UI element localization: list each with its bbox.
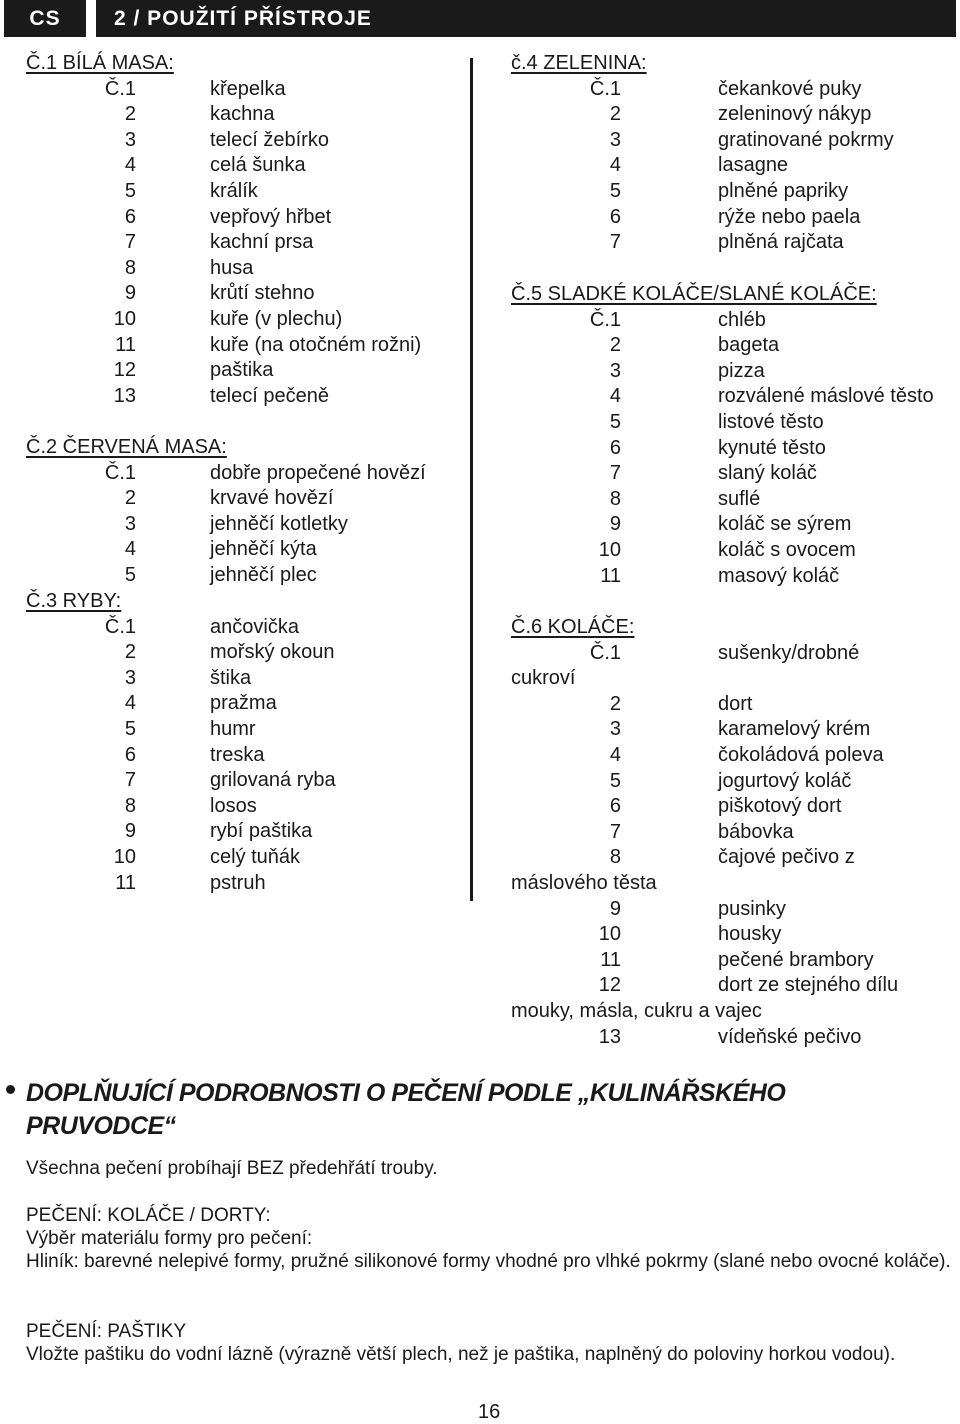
cakes-item-label: jogurtový koláč [718,769,852,792]
fish-item-number: 10 [113,846,136,868]
white-meat-item-label: křepelka [210,77,286,100]
cakes-item-label: dort [718,692,753,715]
cakes-item-number: 5 [609,769,621,792]
cakes-item-number: 3 [609,718,621,741]
pies-item-label: listové těsto [718,411,824,433]
fish-item-label: štika [210,666,252,689]
white-meat-item-label: telecí pečeně [210,384,329,407]
cakes-item-number: Č.1 [589,641,621,664]
white-meat-item-label: husa [210,256,254,279]
white-meat-item-number: 4 [124,154,136,177]
page-header [0,0,960,40]
pies-item-label: pizza [718,359,765,382]
cakes-item-number: 10 [598,923,621,946]
red-meat-item-number: 5 [124,564,136,586]
pies-item-number: 10 [598,539,621,561]
cakes-item-label: dort ze stejného dílu [718,974,899,997]
vegetables-heading: č.4 ZELENINA: [511,52,647,74]
pate-title: PEČENÍ: PAŠTIKY [26,1321,187,1342]
cakes-item-label: pusinky [718,897,786,920]
language-badge: CS [4,0,86,37]
red-meat-heading: Č.2 ČERVENÁ MASA: [26,436,227,458]
white-meat-item-number: 5 [124,180,136,202]
cakes-item-continuation: cukroví [511,667,576,690]
cakes-title: PEČENÍ: KOLÁČE / DORTY: [26,1205,271,1226]
pies-item-number: 3 [609,359,621,382]
cakes-line1: Výběr materiálu formy pro pečení: [26,1228,313,1249]
cakes-item-label: vídeňské pečivo [718,1025,862,1048]
white-meat-item-number: 13 [113,384,136,407]
fish-item-label: ančovička [210,615,299,638]
vegetables-item-label: plněná rajčata [718,231,844,254]
vegetables-item-label: rýže nebo paela [718,205,861,228]
cakes-item-label: piškotový dort [718,795,842,818]
vegetables-item-number: Č.1 [589,77,621,100]
fish-item-label: celý tuňák [210,846,301,868]
cakes-item-label: pečené brambory [718,948,874,971]
cakes-item-label: čokoládová poleva [718,744,884,766]
vegetables-item-number: 4 [609,154,621,177]
cakes-item-number: 4 [609,744,621,766]
section-title: 2 / POUŽITÍ PŘÍSTROJE [96,0,956,37]
fish-item-number: Č.1 [104,615,136,638]
cakes-item-continuation: máslového těsta [511,872,657,894]
white-meat-item-label: celá šunka [210,154,306,177]
red-meat-item-label: dobře propečené hovězí [210,461,426,484]
fish-item-number: 5 [124,718,136,740]
vegetables-item-number: 2 [609,103,621,126]
white-meat-item-label: kachní prsa [210,231,314,254]
white-meat-item-number: 7 [124,231,136,254]
white-meat-item-number: 11 [115,333,136,356]
fish-item-number: 11 [115,871,136,894]
red-meat-item-number: 4 [124,538,136,561]
vegetables-item-number: 5 [609,180,621,202]
cakes-item-label: čajové pečivo z [718,846,855,869]
pies-item-number: 11 [600,564,621,587]
fish-item-number: 9 [124,820,136,843]
vegetables-item-label: plněné papriky [718,180,849,202]
vegetables-item-label: lasagne [718,154,789,177]
white-meat-item-number: 6 [124,205,136,228]
vegetables-item-label: zeleninový nákyp [718,103,872,126]
white-meat-item-label: kuře (na otočném rožni) [210,333,422,356]
pies-item-label: koláč se sýrem [718,513,852,536]
vegetables-item-number: 7 [609,231,621,254]
white-meat-heading: Č.1 BÍLÁ MASA: [26,52,174,74]
fish-item-number: 2 [124,641,136,664]
pies-item-number: 2 [609,334,621,357]
pies-item-label: slaný koláč [718,462,817,485]
pate-text: Vložte paštiku do vodní lázně (výrazně větší plech, než je paštika, naplněný do poloviny horkou vodou). [26,1344,896,1365]
fish-item-label: pstruh [210,871,266,894]
white-meat-item-label: krůtí stehno [210,282,315,305]
pies-item-number: 6 [609,436,621,459]
details-heading: DOPLŇUJÍCÍ PODROBNOSTI O PEČENÍ PODLE „KULINÁŘSKÉHO PRUVODCE“ [26,1079,786,1140]
white-meat-item-number: 2 [124,103,136,126]
pies-item-number: Č.1 [589,308,621,331]
red-meat-item-label: jehněčí kotletky [210,512,348,535]
red-meat-item-label: jehněčí kýta [210,538,317,561]
details-intro: Všechna pečení probíhají BEZ předehřátí trouby. [26,1158,438,1179]
fish-item-label: mořský okoun [210,641,335,664]
white-meat-item-label: králík [210,180,258,202]
cakes-item-continuation: mouky, másla, cukru a vajec [511,1000,762,1022]
fish-item-number: 4 [124,692,136,715]
cakes-item-label: sušenky/drobné [718,641,860,664]
pies-item-label: masový koláč [718,564,840,587]
bullet-icon [6,1085,15,1094]
pies-item-number: 8 [609,487,621,510]
cakes-item-label: housky [718,923,782,946]
fish-item-number: 6 [124,743,136,766]
pies-item-number: 4 [609,385,621,408]
page-number: 16 [478,1401,501,1423]
cakes-item-number: 12 [598,974,621,997]
fish-item-label: rybí paštika [210,820,313,843]
fish-heading: Č.3 RYBY: [26,590,122,612]
white-meat-item-number: 9 [124,282,136,305]
white-meat-item-number: 3 [124,128,136,151]
vegetables-item-label: čekankové puky [718,77,862,100]
pies-item-label: suflé [718,487,761,510]
red-meat-item-number: 2 [124,487,136,510]
fish-item-label: grilovaná ryba [210,769,336,792]
cakes-item-number: 8 [609,846,621,869]
pies-item-number: 5 [609,411,621,433]
vegetables-item-number: 6 [609,205,621,228]
cakes-item-number: 9 [609,897,621,920]
cakes-item-number: 13 [598,1025,621,1048]
pies-heading: Č.5 SLADKÉ KOLÁČE/SLANÉ KOLÁČE: [511,283,877,305]
cakes-item-number: 6 [609,795,621,818]
red-meat-item-label: jehněčí plec [210,564,317,586]
pies-item-label: kynuté těsto [718,436,826,459]
white-meat-item-label: telecí žebírko [210,128,329,151]
white-meat-item-number: 8 [124,256,136,279]
cakes-item-label: karamelový krém [718,718,871,741]
cakes-item-number: 2 [609,692,621,715]
red-meat-item-number: 3 [124,512,136,535]
fish-item-label: pražma [210,692,277,715]
white-meat-item-label: vepřový hřbet [210,205,332,228]
fish-item-label: humr [210,718,256,740]
fish-item-label: treska [210,743,265,766]
fish-item-label: losos [210,794,257,817]
pies-item-label: koláč s ovocem [718,539,856,561]
pies-item-number: 9 [609,513,621,536]
pies-item-label: bageta [718,334,780,357]
white-meat-item-number: Č.1 [104,77,136,100]
cakes-line2: Hliník: barevné nelepivé formy, pružné silikonové formy vhodné pro vlhké pokrmy (slané nebo ovocné koláče). [26,1251,951,1272]
red-meat-item-label: krvavé hovězí [210,487,334,510]
pies-item-label: chléb [718,308,766,331]
fish-item-number: 8 [124,794,136,817]
white-meat-item-label: paštika [210,359,274,382]
cakes-item-number: 7 [609,820,621,843]
pies-item-number: 7 [609,462,621,485]
cakes-item-number: 11 [600,948,621,971]
vegetables-item-label: gratinované pokrmy [718,128,894,151]
white-meat-item-label: kuře (v plechu) [210,308,343,330]
pies-item-label: rozválené máslové těsto [718,385,934,408]
vegetables-item-number: 3 [609,128,621,151]
white-meat-item-label: kachna [210,103,275,126]
white-meat-item-number: 12 [113,359,136,382]
column-divider [470,58,473,901]
fish-item-number: 7 [124,769,136,792]
cakes-heading: Č.6 KOLÁČE: [511,616,635,638]
fish-item-number: 3 [124,666,136,689]
cakes-item-label: bábovka [718,820,794,843]
red-meat-item-number: Č.1 [104,461,136,484]
white-meat-item-number: 10 [113,308,136,330]
